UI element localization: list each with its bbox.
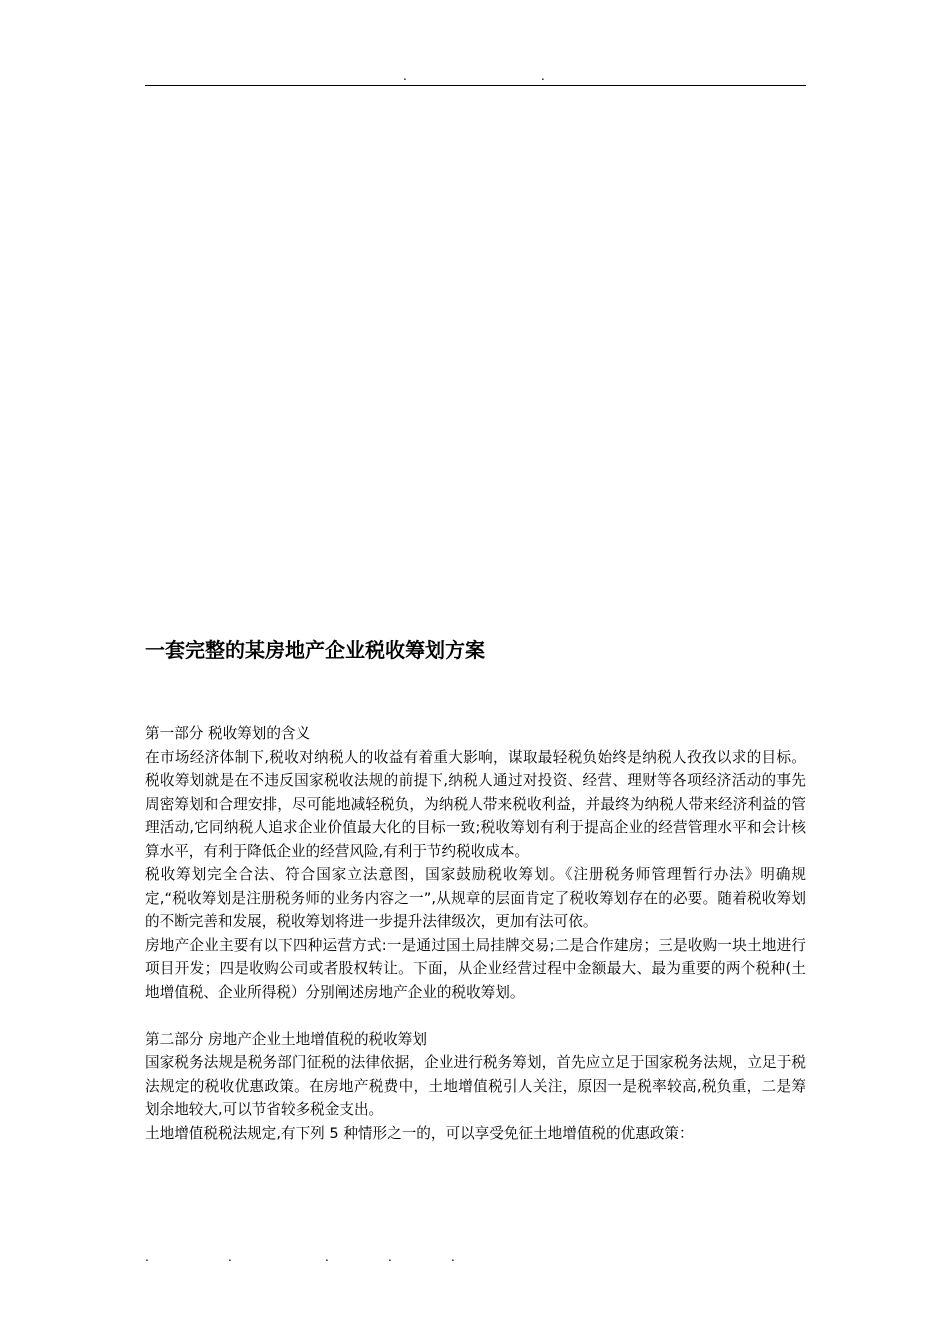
section-heading-part1: 第一部分 税收筹划的含义 [145,725,311,742]
header-rule [145,85,806,86]
header-dot-left: . [403,69,407,83]
paragraph: 在市场经济体制下,税收对纳税人的收益有着重大影响，谋取最轻税负始终是纳税人孜孜以求的目标。税收筹划就是在不违反国家税收法规的前提下,纳税人通过对投资、经营、理财等各项经济活动的事先周密筹划和合理安排，尽可能地减轻税负，为纳税人带来税收利益，并最终为纳税人带来经济利益的管理活动,它同纳税人追求企业价值最大化的目标一致;税收筹划有利于提高企业的经营管理水平和会计核算水平，有利于降低企业的经营风险,有利于节约税收成本。 [145,748,806,860]
paragraph: 房地产企业主要有以下四种运营方式:一是通过国土局挂牌交易;二是合作建房；三是收购一块土地进行项目开发；四是收购公司或者股权转让。下面，从企业经营过程中金额最大、最为重要的两个税种(土地增值税、企业所得税）分别阐述房地产企业的税收筹划。 [145,936,806,1001]
footer-dot: . [388,1250,392,1264]
paragraph: 国家税务法规是税务部门征税的法律依据，企业进行税务筹划，首先应立足于国家税务法规，立足于税法规定的税收优惠政策。在房地产税费中，土地增值税引人关注，原因一是税率较高,税负重，二是筹划余地较大,可以节省较多税金支出。 [145,1054,806,1118]
footer-dots [145,1251,465,1265]
header-dot-right: . [541,69,545,83]
section-gap [145,1004,806,1028]
footer-dot: . [228,1250,232,1264]
paragraph: 税收筹划完全合法、符合国家立法意图，国家鼓励税收筹划。《注册税务师管理暂行办法》明确规定,“税收筹划是注册税务师的业务内容之一”,从规章的层面肯定了税收筹划存在的必要。随着税收筹划的不断完善和发展，税收筹划将进一步提升法律级次，更加有法可依。 [145,866,806,930]
paragraph: 土地增值税税法规定,有下列 5 种情形之一的，可以享受免征土地增值税的优惠政策： [145,1124,694,1142]
footer-dot: . [325,1250,329,1264]
header-dots [145,70,805,84]
footer-dot: . [145,1250,149,1264]
document-body [145,722,806,1145]
section-heading-part2: 第二部分 房地产企业土地增值税的税收筹划 [145,1030,427,1048]
document-title: 一套完整的某房地产企业税收筹划方案 [145,638,485,662]
footer-dot: . [451,1250,455,1264]
